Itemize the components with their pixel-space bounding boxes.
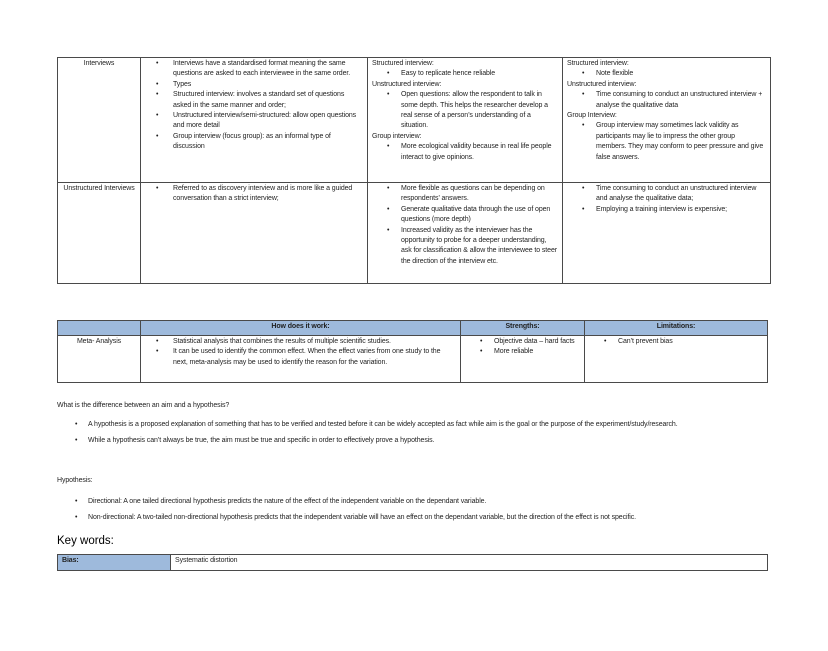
strengths-cell <box>368 183 563 284</box>
cell-heading: Unstructured interview: <box>567 80 637 88</box>
bullet-item: • Structured interview: involves a standard set of questions asked in the same manner and order; <box>145 90 363 111</box>
bullet-icon <box>582 205 596 215</box>
bullet-item: • More reliable <box>465 347 580 357</box>
bullet-icon <box>582 121 596 163</box>
bullet-item: • Statistical analysis that combines the results of multiple scientific studies. <box>145 337 456 347</box>
bullet-item: • Objective data – hard facts <box>465 337 580 347</box>
bullet-item: • Time consuming to conduct an unstructured interview + analyse the qualitative data <box>567 90 766 111</box>
bullet-icon <box>387 226 401 268</box>
bullet-item: • Unstructured interview/semi-structured: allow open questions and more detail <box>145 111 363 132</box>
limitations-cell <box>563 58 771 183</box>
bullet-item: • Group interview may sometimes lack validity as participants may lie to impress the other group members. They may conform to peer pressure and give false answers. <box>567 121 766 163</box>
bullet-icon <box>156 59 173 80</box>
table-row <box>58 336 768 383</box>
row-label: Unstructured Interviews <box>63 185 135 192</box>
bullet-item: • Interviews have a standardised format meaning the same questions are asked to each interviewee in the same order. <box>145 59 363 80</box>
bullet-icon <box>75 496 88 508</box>
bullet-item: • A hypothesis is a proposed explanation of something that has to be verified and tested before it can be widely accepted as fact while aim is the goal or the purpose of the experiment/study/research. <box>57 419 770 431</box>
keyword-term-cell: Bias: <box>58 555 171 571</box>
bullet-item: • Referred to as discovery interview and is more like a guided conversation than a strict interview; <box>145 184 363 205</box>
how-it-works-cell <box>141 336 461 383</box>
row-label-cell <box>58 336 141 383</box>
cell-heading: Unstructured interview: <box>372 80 442 88</box>
bullet-icon <box>156 184 173 205</box>
bullet-item: • Group interview (focus group): as an informal type of discussion <box>145 132 363 153</box>
bullet-icon <box>75 512 88 524</box>
meta-analysis-table <box>57 320 768 383</box>
bullet-item: • Time consuming to conduct an unstructured interview and analyse the qualitative data; <box>567 184 766 205</box>
overview-cell <box>141 58 368 183</box>
bullet-icon <box>75 435 88 447</box>
bullet-item: • More flexible as questions can be depending on respondents’ answers. <box>372 184 558 205</box>
row-label-cell <box>58 58 141 183</box>
table-row <box>58 555 768 571</box>
bullet-icon <box>387 90 401 132</box>
bullet-item: • Note flexible <box>567 69 766 79</box>
table-header-row <box>58 321 768 336</box>
bullet-icon <box>387 184 401 205</box>
bullet-icon <box>387 205 401 226</box>
strengths-cell <box>461 336 585 383</box>
row-label-cell <box>58 183 141 284</box>
bullet-icon <box>387 69 401 79</box>
cell-heading: Structured interview: <box>567 60 629 67</box>
bullet-icon <box>480 337 494 347</box>
overview-cell <box>141 183 368 284</box>
bullet-icon <box>156 337 173 347</box>
cell-heading: Group Interview: <box>567 112 617 120</box>
bullet-item: • Generate qualitative data through the use of open questions (more depth) <box>372 205 558 226</box>
row-label: Interviews <box>83 60 115 67</box>
bullet-icon <box>156 80 173 90</box>
keywords-heading: Key words: <box>57 535 114 547</box>
aim-bullet-list <box>57 419 770 446</box>
bullet-item: • More ecological validity because in real life people interact to give opinions. <box>372 142 558 163</box>
row-label: Meta- Analysis <box>76 338 122 345</box>
table-row <box>58 58 771 183</box>
bullet-icon <box>582 90 596 111</box>
bullet-item: • While a hypothesis can’t always be true, the aim must be true and specific in order to effectively prove a hypothesis. <box>57 435 770 447</box>
bullet-item: • Open questions: allow the respondent to talk in some depth. This helps the researcher develop a real sense of a person’s understanding of a situation. <box>372 90 558 132</box>
bullet-item: • Non-directional: A two-tailed non-directional hypothesis predicts that the independent variable will have an effect on the dependant variable, but the direction of the effect is not specific. <box>57 512 770 524</box>
bullet-icon <box>156 347 173 368</box>
strengths-cell <box>368 58 563 183</box>
keyword-definition-cell: Systematic distortion <box>171 555 768 571</box>
bullet-item: • Directional: A one tailed directional hypothesis predicts the nature of the effect of the independent variable on the dependant variable. <box>57 496 770 508</box>
hypothesis-label: Hypothesis: <box>57 477 93 484</box>
limitations-cell <box>563 183 771 284</box>
bullet-icon <box>156 132 173 153</box>
header-empty-cell <box>58 321 141 336</box>
interviews-table <box>57 57 771 284</box>
bullet-item: • Can’t prevent bias <box>589 337 763 347</box>
limitations-cell <box>585 336 768 383</box>
bullet-item: • Easy to replicate hence reliable <box>372 69 558 79</box>
bullet-icon <box>75 419 88 431</box>
cell-heading: Group interview: <box>372 132 422 140</box>
bullet-icon <box>156 90 173 111</box>
header-strengths: Strengths: <box>461 321 585 336</box>
bullet-item: • Employing a training interview is expensive; <box>567 205 766 215</box>
aim-question: What is the difference between an aim and a hypothesis? <box>57 402 230 409</box>
cell-heading: Structured interview: <box>372 60 434 67</box>
bullet-icon <box>480 347 494 357</box>
bullet-item: • Types <box>145 80 363 90</box>
hypothesis-bullet-list <box>57 496 770 523</box>
header-how-it-works: How does it work: <box>141 321 461 336</box>
bullet-item: • Increased validity as the interviewer has the opportunity to probe for a deeper understanding, ask for classification & allow the interviewee to steer the direction of the interview etc. <box>372 226 558 268</box>
header-limitations: Limitations: <box>585 321 768 336</box>
bullet-icon <box>582 184 596 205</box>
bullet-icon <box>582 69 596 79</box>
bullet-icon <box>156 111 173 132</box>
document-content <box>57 57 770 571</box>
table-row <box>58 183 771 284</box>
bullet-icon <box>604 337 618 347</box>
keywords-table <box>57 554 768 571</box>
bullet-item: • It can be used to identify the common effect. When the effect varies from one study to the next, meta-analysis may be used to identify the reason for the variation. <box>145 347 456 368</box>
bullet-icon <box>387 142 401 163</box>
